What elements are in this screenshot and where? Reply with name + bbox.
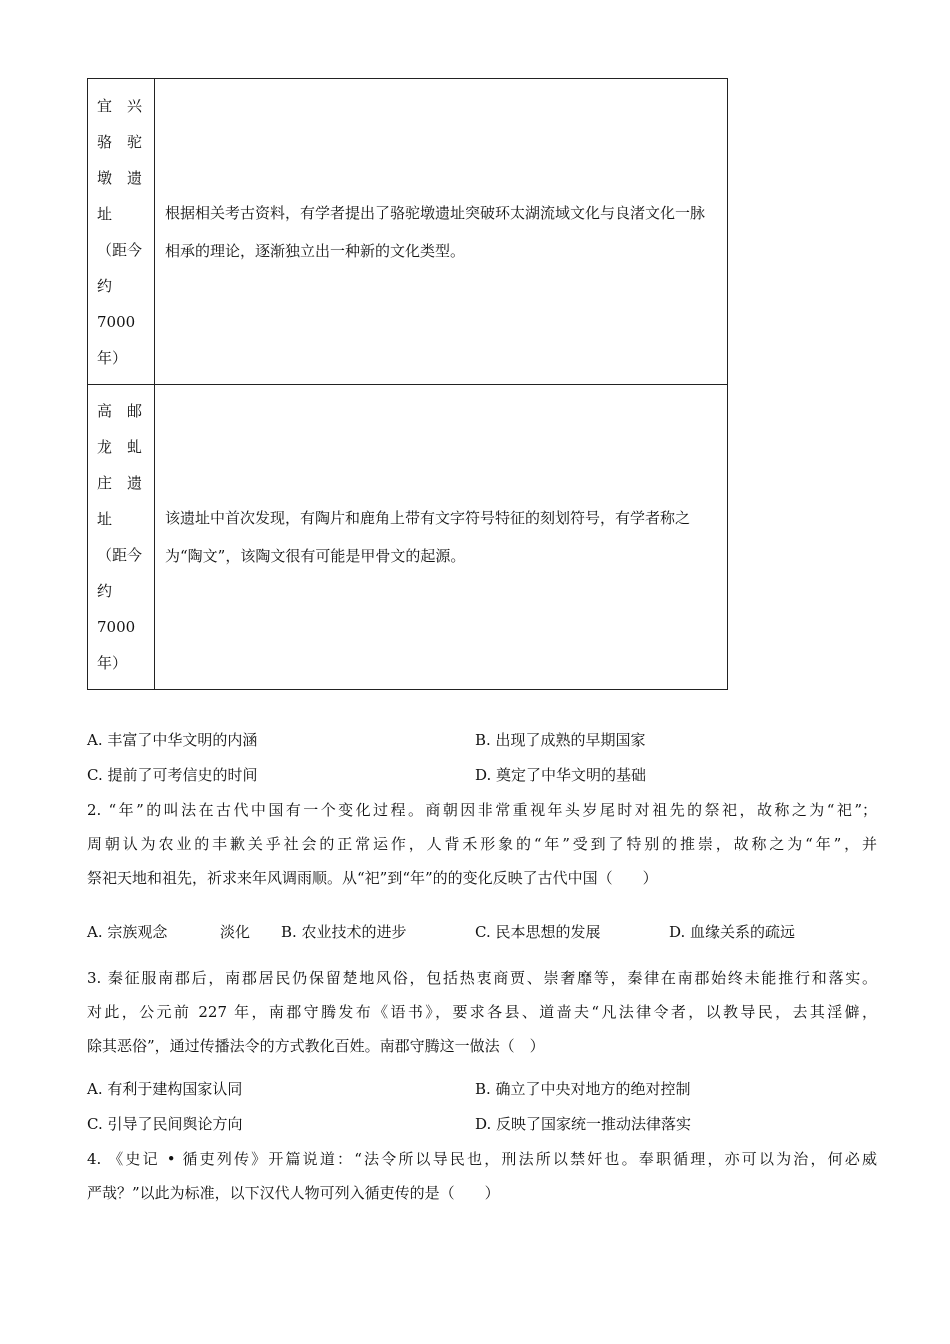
q1-option-c[interactable]: C. 提前了可考信史的时间	[87, 766, 258, 784]
site-description-cell	[155, 385, 728, 690]
q3-option-a[interactable]: A. 有利于建构国家认同	[87, 1080, 243, 1098]
q1-option-b[interactable]: B. 出现了成熟的早期国家	[475, 731, 646, 749]
q2-option-a[interactable]: A. 宗族观念	[87, 923, 168, 941]
site-name-line: 约	[97, 276, 113, 295]
site-name-line: 址	[97, 510, 113, 528]
table-row	[88, 79, 728, 385]
site-name-line: 骆驼	[97, 132, 158, 151]
q2-option-c[interactable]: C. 民本思想的发展	[475, 923, 601, 941]
site-description: 该遗址中首次发现，有陶片和鹿角上带有文字符号特征的刻划符号，有学者称之为“陶文”，该陶文很有可能是甲骨文的起源。	[165, 509, 691, 565]
site-name-line: 庄遗	[97, 474, 158, 492]
site-name-line: （距今	[97, 240, 143, 259]
q2-stem-line: 周朝认为农业的丰歉关乎社会的正常运作，人背禾形象的“年”受到了特别的推崇，故称之为“年”，并	[87, 835, 877, 853]
site-description-cell	[155, 79, 728, 385]
site-name-cell	[88, 79, 158, 385]
q3-option-c[interactable]: C. 引导了民间舆论方向	[87, 1115, 243, 1133]
q3-option-b[interactable]: B. 确立了中央对地方的绝对控制	[475, 1080, 691, 1098]
site-name-line: 墩遗	[97, 168, 158, 187]
site-name-line: 约	[97, 582, 113, 600]
site-name-line: 址	[97, 204, 113, 223]
table-row	[88, 385, 728, 690]
q3-stem-line: 对此，公元前 227 年，南郡守腾发布《语书》，要求各县、道啬夫“凡法律令者，以教导民，去其淫僻，	[87, 1003, 877, 1021]
q3-stem-line: 除其恶俗”，通过传播法令的方式教化百姓。南郡守腾这一做法（ ）	[87, 1037, 545, 1055]
site-name-line: 龙虬	[97, 438, 158, 456]
q3-option-d[interactable]: D. 反映了国家统一推动法律落实	[475, 1115, 692, 1133]
site-name-line: 年）	[97, 654, 128, 672]
q2-option-b[interactable]: B. 农业技术的进步	[281, 923, 407, 941]
site-name-line: 宜兴	[97, 96, 158, 115]
q1-option-a[interactable]: A. 丰富了中华文明的内涵	[87, 731, 258, 749]
site-name-line: 7000	[97, 312, 136, 331]
q1-option-d[interactable]: D. 奠定了中华文明的基础	[475, 766, 647, 784]
site-name-line: 年）	[97, 348, 128, 367]
q3-stem-line: 3. 秦征服南郡后，南郡居民仍保留楚地风俗，包括热衷商贾、崇奢靡等，秦律在南郡始终未能推行和落实。	[87, 969, 877, 987]
site-name-line: 7000	[97, 618, 136, 636]
q4-stem-line: 4. 《史记 • 循吏列传》开篇说道：“法令所以导民也，刑法所以禁奸也。奉职循理，亦可以为治，何必威	[87, 1150, 877, 1168]
q4-stem-line: 严哉？”以此为标准，以下汉代人物可列入循吏传的是（ ）	[87, 1184, 500, 1202]
q2-stem-line: 祭祀天地和祖先，祈求来年风调雨顺。从“祀”到“年”的的变化反映了古代中国（ ）	[87, 869, 658, 887]
q2-option-d[interactable]: D. 血缘关系的疏远	[669, 923, 796, 941]
q2-option-a-continued[interactable]: 淡化	[220, 923, 251, 941]
site-name-line: 高邮	[97, 402, 158, 420]
site-description: 根据相关考古资料，有学者提出了骆驼墩遗址突破环太湖流域文化与良渚文化一脉相承的理论，逐渐独立出一种新的文化类型。	[165, 203, 706, 260]
q3-stem	[87, 961, 877, 1063]
q2-stem-line: 2. “年”的叫法在古代中国有一个变化过程。商朝因非常重视年头岁尾时对祖先的祭祀，故称之为“祀”；	[87, 801, 877, 819]
archaeology-sites-table	[87, 78, 728, 690]
site-name-cell	[88, 385, 158, 690]
q4-stem	[87, 1142, 877, 1210]
site-name-line: （距今	[97, 546, 143, 564]
q2-stem	[87, 793, 877, 895]
